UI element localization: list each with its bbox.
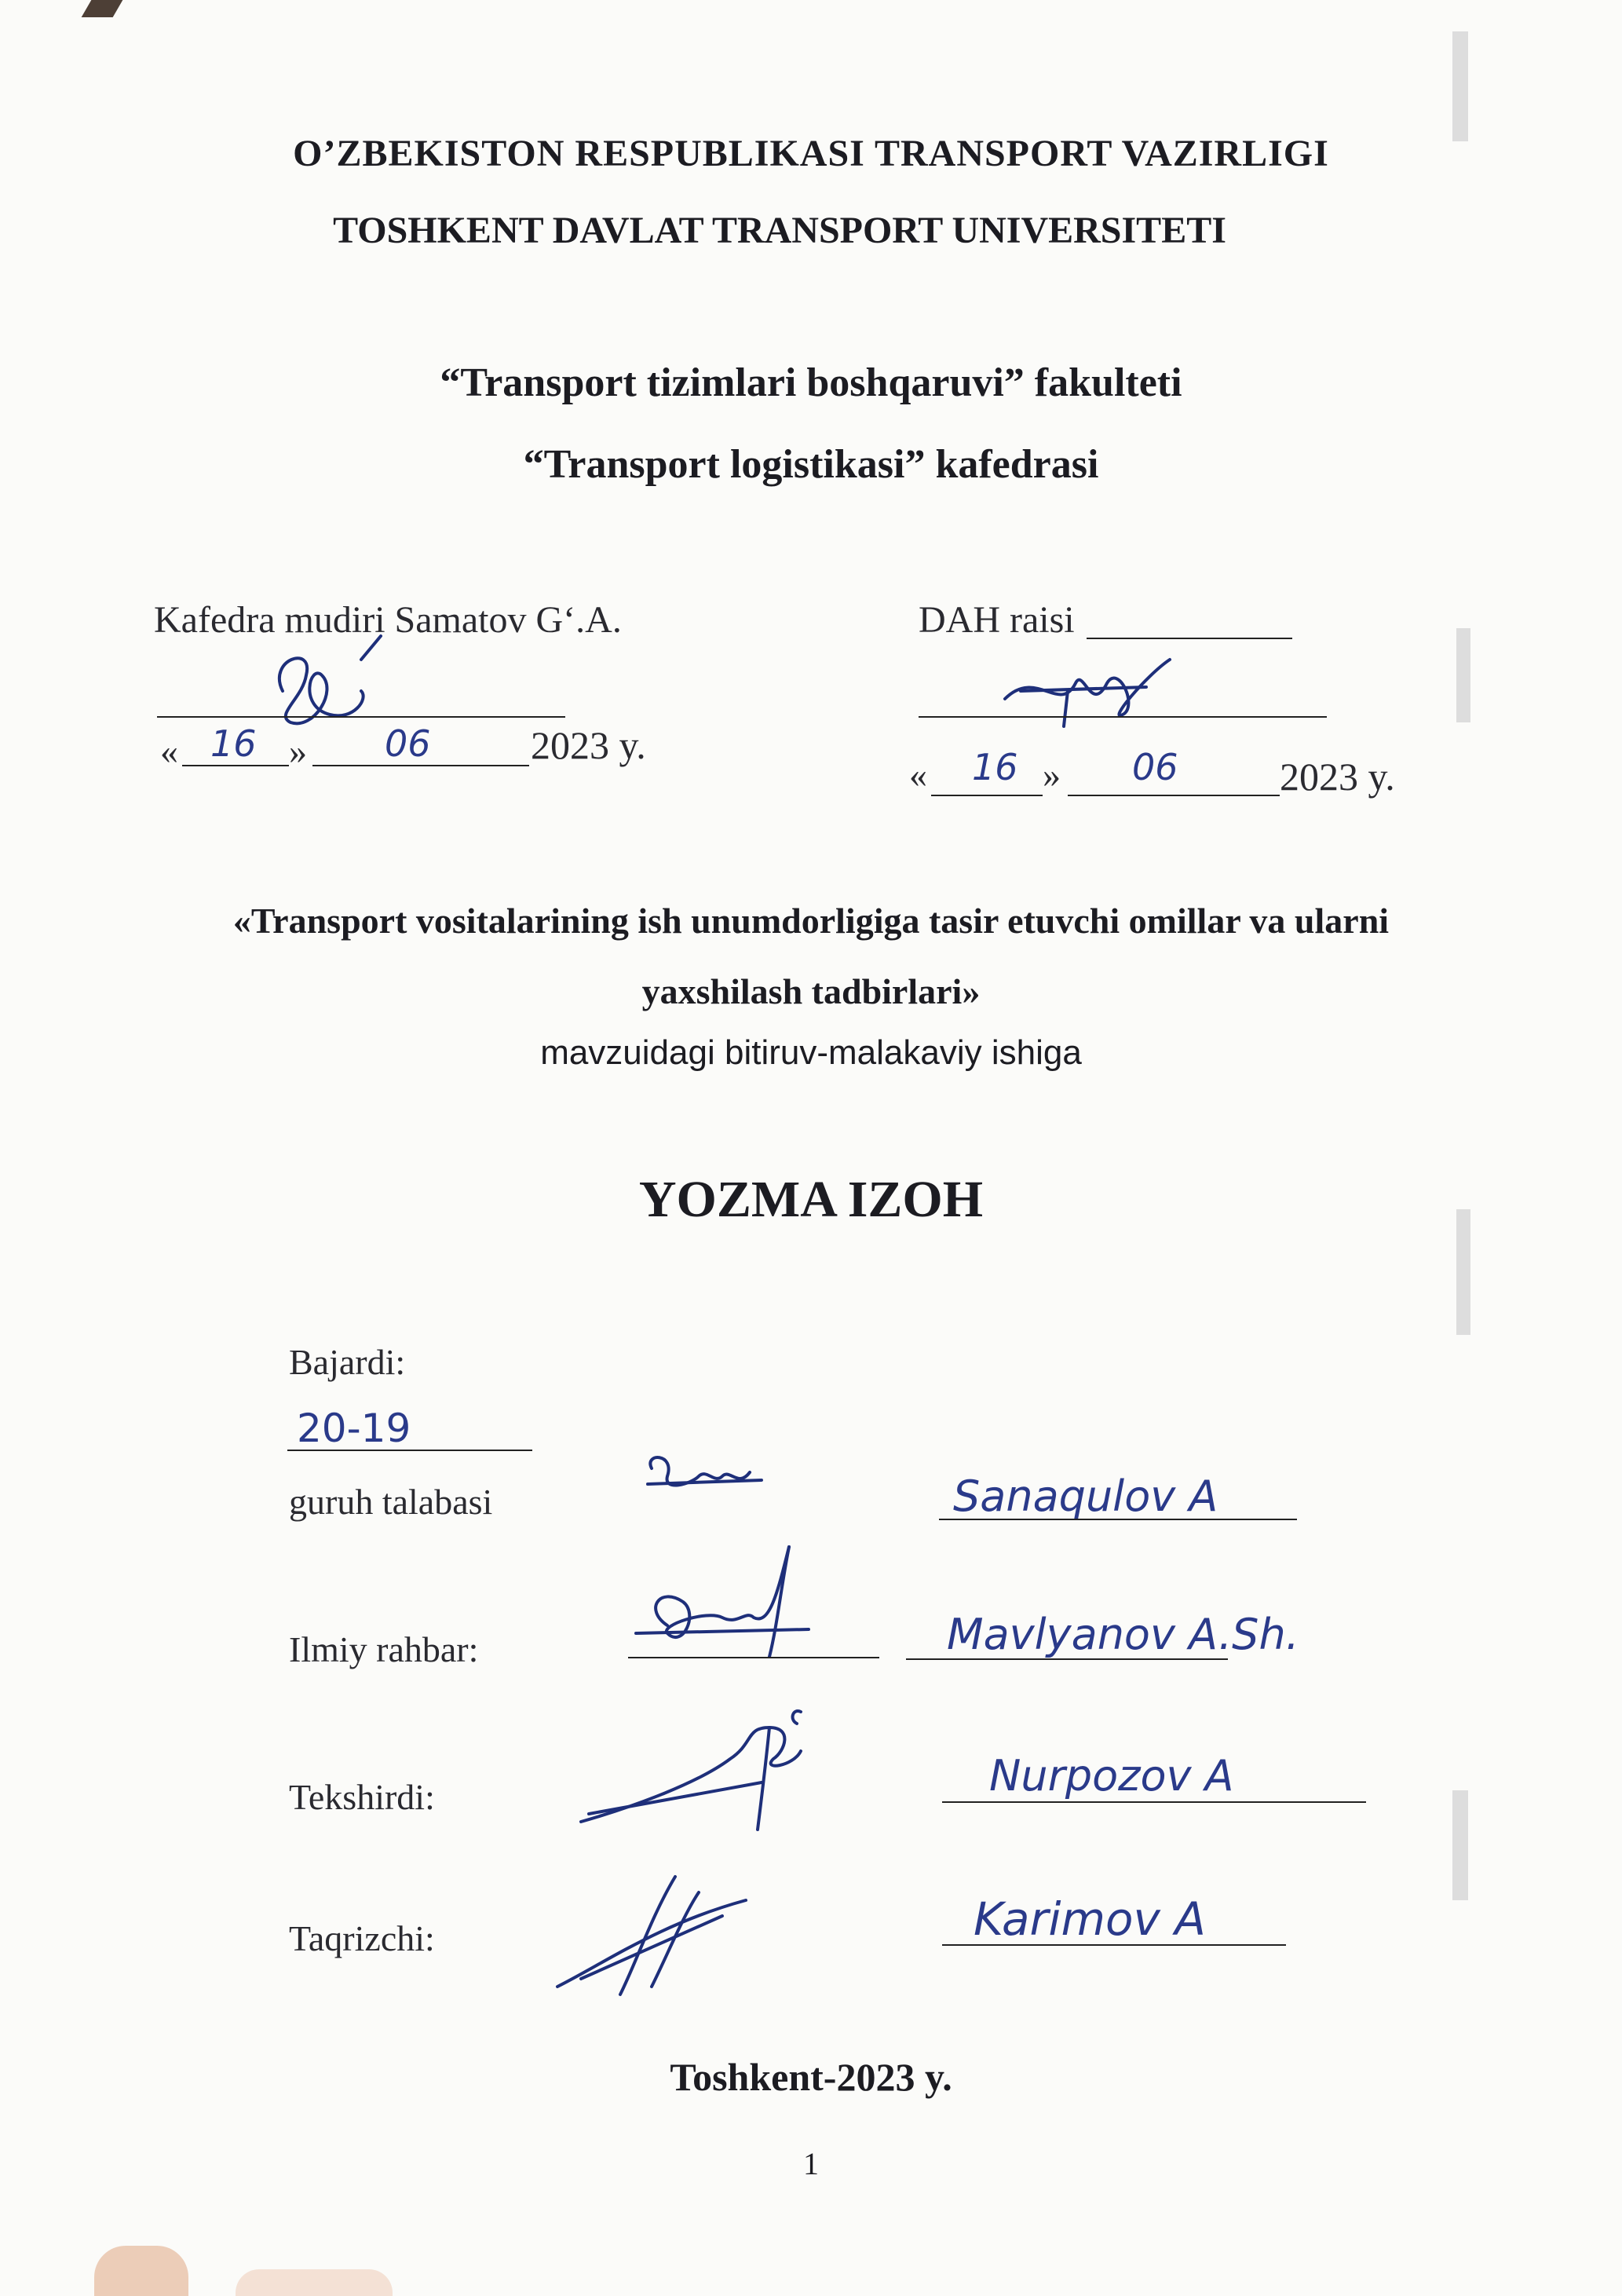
checker-name: Nurpozov A [989,1751,1234,1801]
faculty-line: “Transport tizimlari boshqaruvi” fakulteti [440,360,1182,405]
department-head-signature-line [157,716,565,718]
supervisor-label: Ilmiy rahbar: [289,1629,479,1669]
scan-mark-right-4 [1452,1790,1468,1900]
scan-mark-bottom-center [236,2269,393,2296]
dah-chair-signature [989,644,1193,738]
right-quote-open: « [909,755,927,795]
department-head-signature [236,628,424,738]
scan-mark-right-1 [1452,31,1468,141]
dah-chair-name-line [1087,638,1292,639]
checker-name-line [942,1801,1366,1803]
reviewer-name: Karimov A [974,1892,1206,1946]
left-day-line [182,765,289,766]
right-approval-day: 16 [972,746,1018,788]
student-name: Sanaqulov A [953,1472,1218,1521]
left-approval-month: 06 [385,722,431,765]
group-line [287,1450,532,1451]
right-quote-close: » [1043,755,1061,795]
department-line: “Transport logistikasi” kafedrasi [523,442,1099,487]
supervisor-signature-line [628,1657,879,1658]
ministry-heading: O’ZBEKISTON RESPUBLIKASI TRANSPORT VAZIRLIGI [293,133,1329,174]
supervisor-name-line [906,1658,1228,1660]
checker-signature [573,1696,824,1837]
left-approval-year: 2023 y. [531,723,646,767]
city-year: Toshkent-2023 y. [670,2055,952,2099]
student-name-line [939,1519,1297,1520]
topic-line-2: yaxshilash tadbirlari» [641,971,981,1011]
right-approval-month: 06 [1132,746,1178,788]
group-number: 20-19 [297,1406,411,1451]
right-day-line [931,795,1043,796]
scan-mark-right-2 [1456,628,1470,722]
performed-by-label: Bajardi: [289,1342,406,1382]
scan-mark-top-left [82,0,123,17]
scan-mark-bottom-left [94,2246,188,2296]
department-head-title: Kafedra mudiri Samatov G‘.A. [154,599,622,641]
left-month-line [312,765,529,766]
reviewer-signature [550,1869,769,2010]
student-signature [636,1445,769,1508]
right-approval-year: 2023 y. [1280,755,1395,799]
dah-chair-signature-line [919,716,1327,718]
left-quote-close: » [289,731,307,771]
left-approval-day: 16 [210,722,257,765]
page-number: 1 [803,2146,819,2181]
document-title: YOZMA IZOH [638,1171,984,1228]
group-student-label: guruh talabasi [289,1482,493,1522]
reviewer-label: Taqrizchi: [289,1918,435,1958]
dah-chair-title: DAH raisi [919,599,1075,641]
supervisor-name: Mavlyanov A.Sh. [947,1610,1299,1659]
reviewer-name-line [942,1944,1286,1946]
checked-by-label: Tekshirdi: [289,1777,435,1817]
left-quote-open: « [160,731,178,771]
university-heading: TOSHKENT DAVLAT TRANSPORT UNIVERSITETI [333,210,1226,251]
topic-line-3: mavzuidagi bitiruv-malakaviy ishiga [540,1033,1082,1072]
topic-line-1: «Transport vositalarining ish unumdorligiga tasir etuvchi omillar va ularni [232,901,1390,941]
right-month-line [1068,795,1280,796]
supervisor-signature [620,1539,824,1673]
